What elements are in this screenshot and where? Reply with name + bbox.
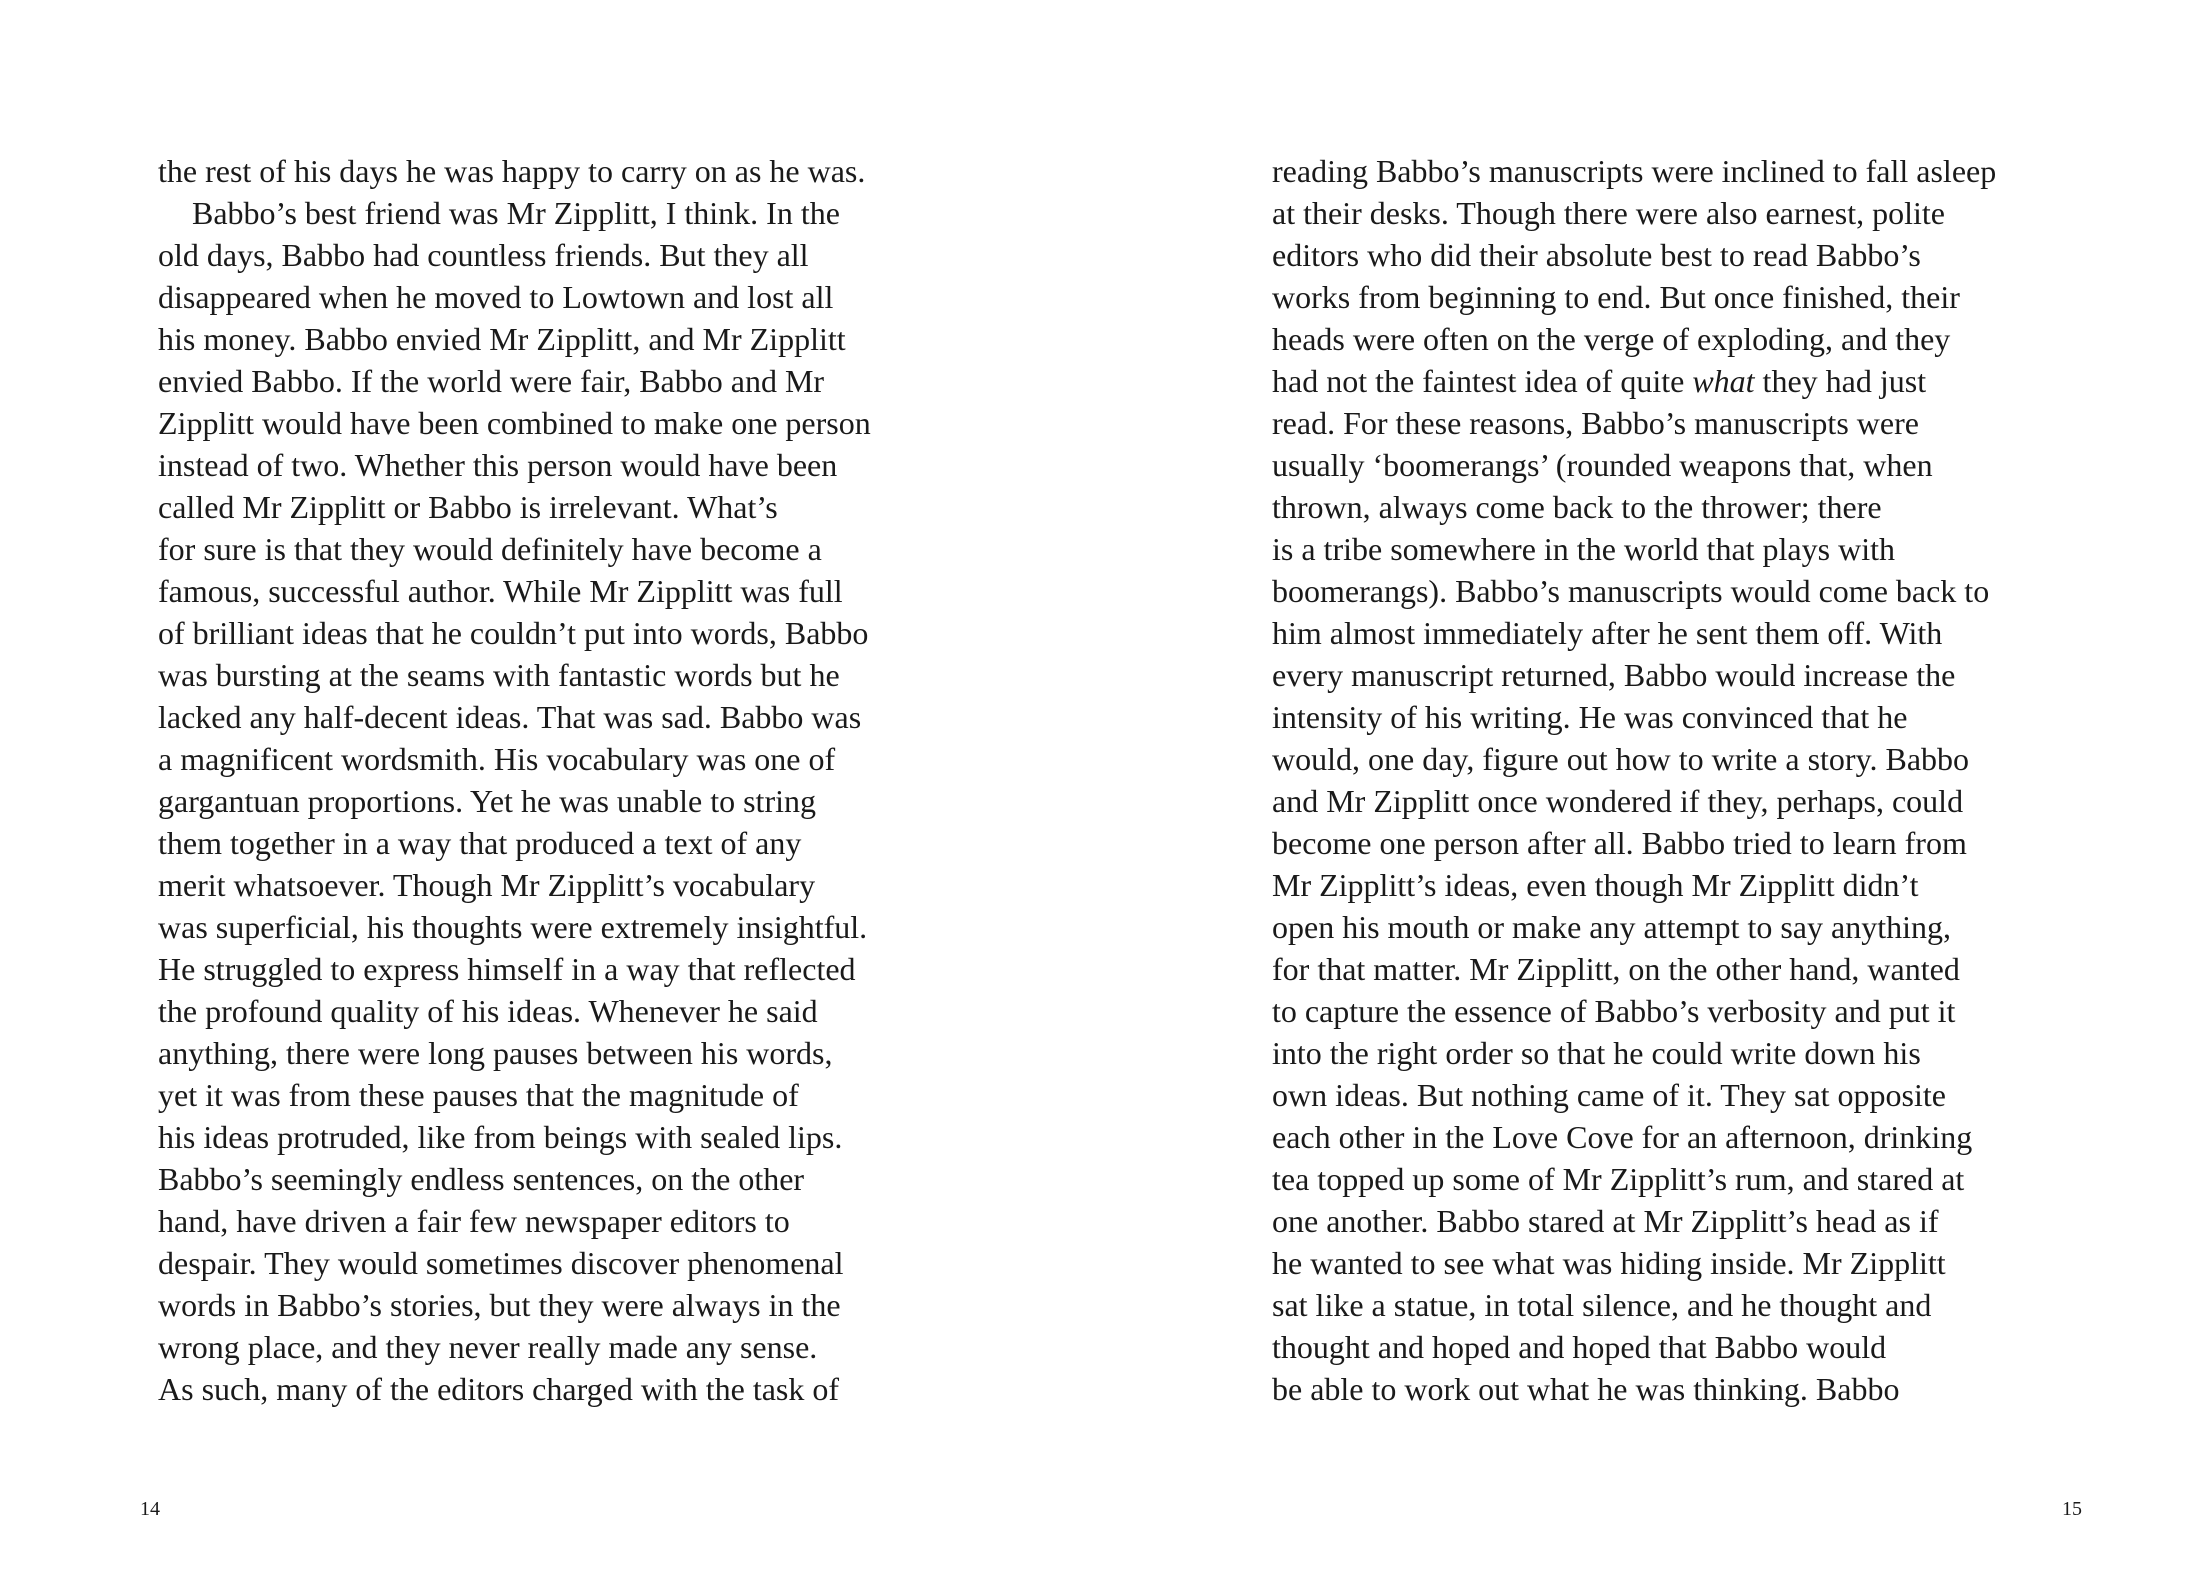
page-number-left: 14 bbox=[140, 1498, 160, 1520]
text-line: own ideas. But nothing came of it. They sat opposite bbox=[1272, 1077, 1946, 1113]
text-line: gargantuan proportions. Yet he was unable to string bbox=[158, 783, 816, 819]
text-line: every manuscript returned, Babbo would increase the bbox=[1272, 657, 1956, 693]
text-line: He struggled to express himself in a way that reflected bbox=[158, 951, 856, 987]
text-segment: had not the faintest idea of quite bbox=[1272, 363, 1693, 399]
text-line: wrong place, and they never really made any sense. bbox=[158, 1329, 818, 1365]
right-page bbox=[1102, 0, 2204, 1575]
text-line: him almost immediately after he sent them off. With bbox=[1272, 615, 1943, 651]
text-line: and Mr Zipplitt once wondered if they, perhaps, could bbox=[1272, 783, 1964, 819]
text-line: usually ‘boomerangs’ (rounded weapons that, when bbox=[1272, 447, 1933, 483]
text-line: Zipplitt would have been combined to make one person bbox=[158, 405, 871, 441]
text-line: of brilliant ideas that he couldn’t put into words, Babbo bbox=[158, 615, 869, 651]
text-line: at their desks. Though there were also earnest, polite bbox=[1272, 195, 1945, 231]
text-line: Mr Zipplitt’s ideas, even though Mr Zipplitt didn’t bbox=[1272, 867, 1919, 903]
text-line: anything, there were long pauses between his words, bbox=[158, 1035, 833, 1071]
text-line: instead of two. Whether this person would have been bbox=[158, 447, 838, 483]
text-line: read. For these reasons, Babbo’s manuscripts were bbox=[1272, 405, 1919, 441]
text-line: reading Babbo’s manuscripts were inclined to fall asleep bbox=[1272, 153, 1997, 189]
text-line: old days, Babbo had countless friends. But they all bbox=[158, 237, 809, 273]
text-line: be able to work out what he was thinking. Babbo bbox=[1272, 1371, 1900, 1407]
text-line: heads were often on the verge of exploding, and they bbox=[1272, 321, 1951, 357]
text-line: Babbo’s best friend was Mr Zipplitt, I think. In the bbox=[192, 195, 840, 231]
text-line: become one person after all. Babbo tried to learn from bbox=[1272, 825, 1967, 861]
text-line: open his mouth or make any attempt to say anything, bbox=[1272, 909, 1951, 945]
text-line: for that matter. Mr Zipplitt, on the other hand, wanted bbox=[1272, 951, 1960, 987]
text-line: envied Babbo. If the world were fair, Babbo and Mr bbox=[158, 363, 825, 399]
text-line: Babbo’s seemingly endless sentences, on the other bbox=[158, 1161, 805, 1197]
text-line-with-emphasis bbox=[1272, 360, 2072, 402]
text-line: works from beginning to end. But once finished, their bbox=[1272, 279, 1960, 315]
text-line: called Mr Zipplitt or Babbo is irrelevant. What’s bbox=[158, 489, 778, 525]
text-line: he wanted to see what was hiding inside. Mr Zipplitt bbox=[1272, 1245, 1946, 1281]
text-line: words in Babbo’s stories, but they were always in the bbox=[158, 1287, 841, 1323]
text-line: the rest of his days he was happy to carry on as he was. bbox=[158, 153, 866, 189]
right-page-text bbox=[1272, 150, 2072, 1410]
text-line: his money. Babbo envied Mr Zipplitt, and Mr Zipplitt bbox=[158, 321, 846, 357]
text-line: thought and hoped and hoped that Babbo would bbox=[1272, 1329, 1887, 1365]
text-line: sat like a statue, in total silence, and he thought and bbox=[1272, 1287, 1932, 1323]
text-line: them together in a way that produced a text of any bbox=[158, 825, 802, 861]
text-line: for sure is that they would definitely have become a bbox=[158, 531, 822, 567]
text-line: each other in the Love Cove for an afternoon, drinking bbox=[1272, 1119, 1973, 1155]
text-line: is a tribe somewhere in the world that plays with bbox=[1272, 531, 1895, 567]
text-line: tea topped up some of Mr Zipplitt’s rum, and stared at bbox=[1272, 1161, 1965, 1197]
text-line: editors who did their absolute best to read Babbo’s bbox=[1272, 237, 1921, 273]
text-line: disappeared when he moved to Lowtown and lost all bbox=[158, 279, 834, 315]
text-line: was bursting at the seams with fantastic words but he bbox=[158, 657, 840, 693]
text-line: famous, successful author. While Mr Zipplitt was full bbox=[158, 573, 843, 609]
text-line: was superficial, his thoughts were extremely insightful. bbox=[158, 909, 868, 945]
text-line: the profound quality of his ideas. Whenever he said bbox=[158, 993, 818, 1029]
text-line: lacked any half-decent ideas. That was sad. Babbo was bbox=[158, 699, 862, 735]
left-page bbox=[0, 0, 1102, 1575]
text-line: As such, many of the editors charged with the task of bbox=[158, 1371, 840, 1407]
emphasized-word: what bbox=[1692, 363, 1755, 399]
page-number-right: 15 bbox=[2062, 1498, 2082, 1520]
text-line: despair. They would sometimes discover phenomenal bbox=[158, 1245, 844, 1281]
text-line: boomerangs). Babbo’s manuscripts would come back to bbox=[1272, 573, 1990, 609]
text-segment: they had just bbox=[1754, 363, 1927, 399]
left-page-text bbox=[158, 150, 958, 1410]
text-line: one another. Babbo stared at Mr Zipplitt’s head as if bbox=[1272, 1203, 1939, 1239]
text-line: yet it was from these pauses that the magnitude of bbox=[158, 1077, 799, 1113]
text-line: hand, have driven a fair few newspaper editors to bbox=[158, 1203, 790, 1239]
text-line: merit whatsoever. Though Mr Zipplitt’s vocabulary bbox=[158, 867, 816, 903]
text-line: to capture the essence of Babbo’s verbosity and put it bbox=[1272, 993, 1956, 1029]
text-line: a magnificent wordsmith. His vocabulary was one of bbox=[158, 741, 836, 777]
text-line: thrown, always come back to the thrower; there bbox=[1272, 489, 1882, 525]
text-line: into the right order so that he could write down his bbox=[1272, 1035, 1921, 1071]
text-line: intensity of his writing. He was convinced that he bbox=[1272, 699, 1908, 735]
text-line: his ideas protruded, like from beings with sealed lips. bbox=[158, 1119, 843, 1155]
text-line: would, one day, figure out how to write a story. Babbo bbox=[1272, 741, 1970, 777]
